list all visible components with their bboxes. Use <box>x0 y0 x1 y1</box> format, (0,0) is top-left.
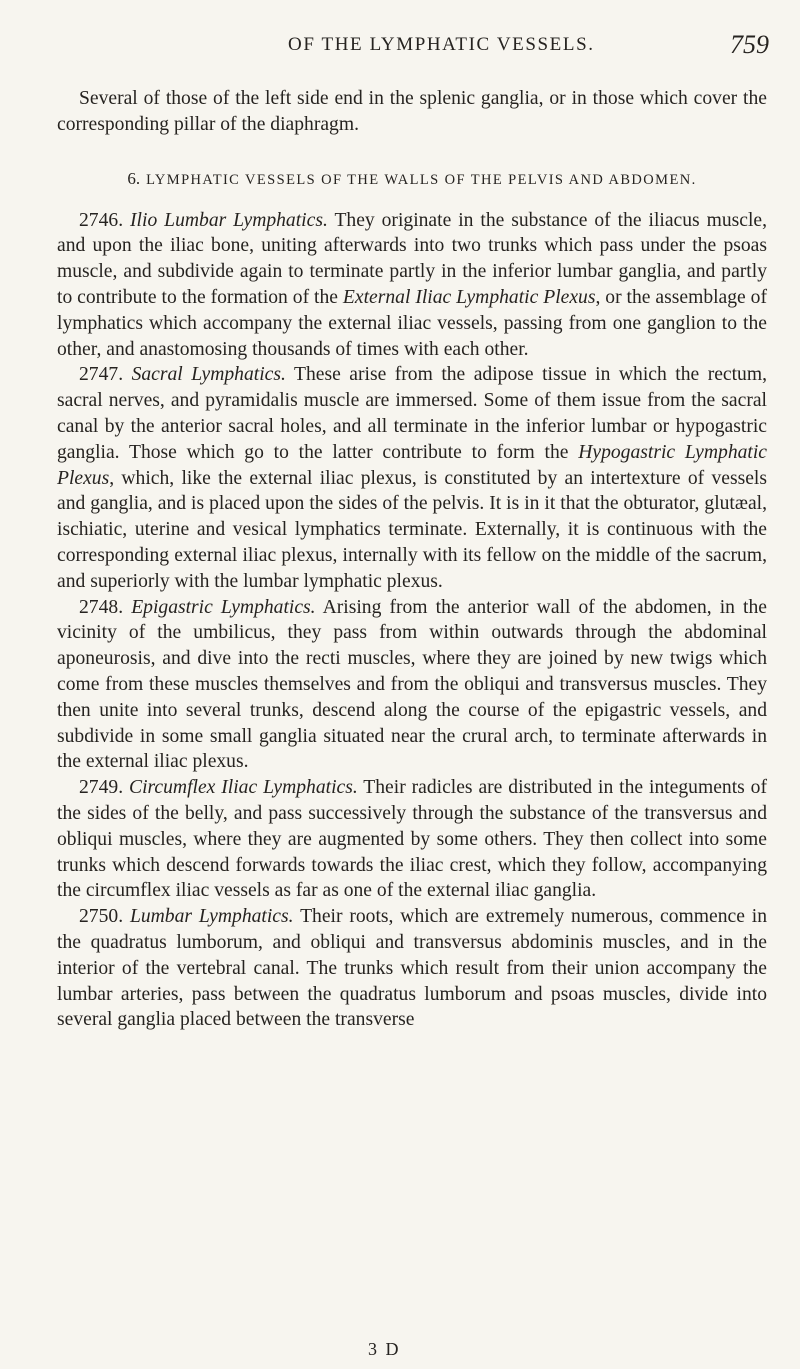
paragraph-text: , which, like the external iliac plexus, is constituted by an intertexture of vessels and ganglia, and is placed upon the sides of the pelvis. It is in it that the obturator, glutæal, ischiatic, uterine and vesical lymphatics terminate. Externally, it is continuous with the corresponding external iliac plexus, internally with its fellow on the middle of the sacrum, and superiorly with the lumbar lymphatic plexus. <box>57 467 767 592</box>
paragraph-title: Lumbar Lymphatics. <box>129 906 294 928</box>
section-heading <box>57 166 767 193</box>
paragraph-2749 <box>57 775 767 904</box>
paragraph-number: 2749. <box>79 777 124 799</box>
paragraph-title: Circumflex Iliac Lymphatics. <box>129 777 358 799</box>
paragraph-emphasis: Hypogastric Lymphatic Plexus <box>57 441 767 489</box>
paragraph-number: 2748. <box>79 596 124 618</box>
paragraph-2750 <box>57 904 767 1033</box>
paragraph-text: They originate in the substance of the iliacus muscle, and upon the iliac bone, uniting afterwards into two trunks which pass under the psoas muscle, and subdivide again to terminate partly in the inferior lumbar ganglia, and partly to contribute to the formation of the <box>57 209 767 308</box>
paragraph-number: 2750. <box>79 906 124 928</box>
paragraph-text: These arise from the adipose tissue in which the rectum, sacral nerves, and pyramidalis muscle are immersed. Some of them issue from the sacral canal by the anterior sacral holes, and all terminate in the inferior lumbar or hypogastric ganglia. Those which go to the latter contribute to form the <box>57 364 767 463</box>
paragraph-2747 <box>57 362 767 594</box>
running-head <box>0 30 800 60</box>
paragraph-text: Their radicles are distributed in the integuments of the sides of the belly, and pass successively through the substance of the transversus and obliqui muscles, where they are augmented by some others. They then collect into some trunks which descend forwards towards the iliac crest, which they follow, accompanying the circumflex iliac vessels as far as one of the external iliac ganglia. <box>57 777 768 902</box>
paragraph-title: Epigastric Lymphatics. <box>131 596 316 618</box>
intro-paragraph: Several of those of the left side end in the splenic ganglia, or in those which cover the corresponding pillar of the diaphragm. <box>57 88 767 135</box>
section-title: LYMPHATIC VESSELS OF THE WALLS OF THE PELVIS AND ABDOMEN. <box>146 171 697 188</box>
paragraph-title: Ilio Lumbar Lymphatics. <box>130 209 328 231</box>
body-text <box>57 86 767 1033</box>
paragraph-title: Sacral Lymphatics. <box>131 364 286 386</box>
paragraph-emphasis: External Iliac Lymphatic Plexus <box>342 286 596 308</box>
paragraph-2748 <box>57 595 767 776</box>
page-number: 759 <box>730 30 769 59</box>
section-number: 6. <box>127 168 141 188</box>
paragraph-text: Their roots, which are extremely numerous, commence in the quadratus lumborum, and obliqui and transversus abdominis muscles, and in the interior of the vertebral canal. The trunks which result from their union accompany the lumbar arteries, pass between the quadratus lumborum and psoas muscles, divide into several ganglia placed between the transverse <box>57 906 767 1031</box>
paragraph-number: 2746. <box>79 209 124 231</box>
paragraph-number: 2747. <box>79 364 124 386</box>
paragraph-text: Arising from the anterior wall of the abdomen, in the vicinity of the umbilicus, they pass from within outwards through the abdominal aponeurosis, and dive into the recti muscles, where they are joined by new twigs which come from these muscles themselves and from the obliqui and transversus muscles. They then unite into several trunks, descend along the course of the epigastric vessels, and subdivide in some small ganglia situated near the crural arch, to terminate afterwards in the external iliac plexus. <box>57 596 767 773</box>
signature-mark: 3 D <box>368 1339 401 1359</box>
paragraph-text: , or the assemblage of lymphatics which accompany the external iliac vessels, passing from one ganglion to the other, and anastomosing thousands of times with each other. <box>57 286 767 360</box>
running-title: OF THE LYMPHATIC VESSELS. <box>288 34 595 55</box>
paragraph-2746 <box>57 208 767 363</box>
